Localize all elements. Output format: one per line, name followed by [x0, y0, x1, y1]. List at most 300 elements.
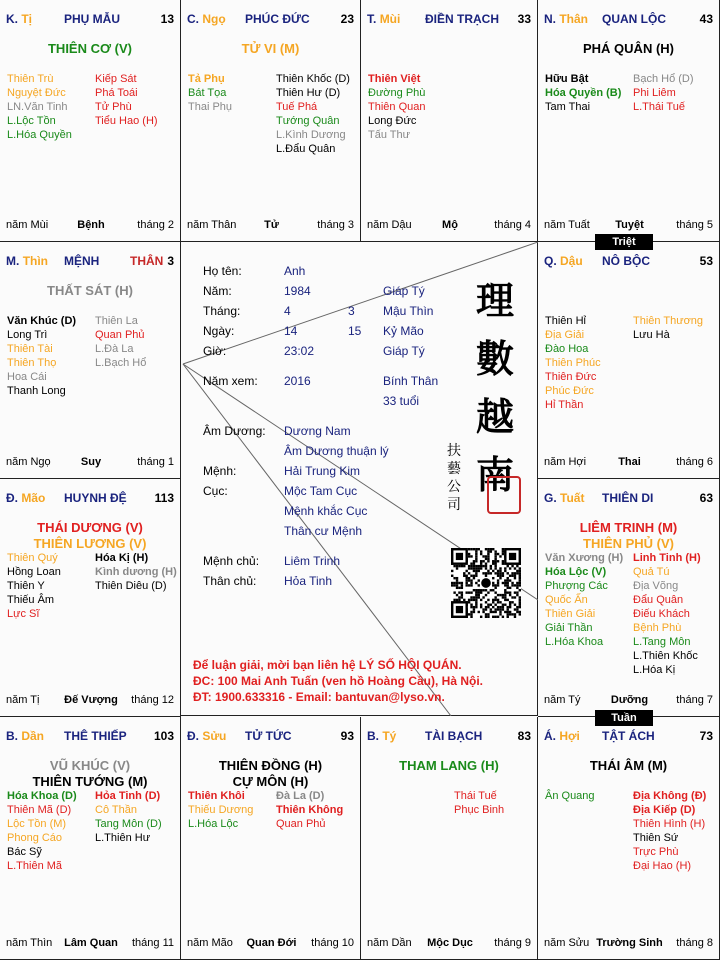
cuc-label: Cục: — [203, 484, 228, 498]
minor-stars-right — [454, 789, 504, 817]
palace-header — [187, 12, 356, 28]
minor-star: Hỉ Thần — [545, 399, 584, 411]
minor-star: Thanh Long — [7, 385, 66, 397]
minor-star: Thiên Hư (D) — [276, 87, 341, 99]
amduong-label: Âm Dương: — [203, 424, 266, 438]
major-star: TỬ VI (M) — [241, 41, 300, 56]
minor-stars-left — [545, 789, 595, 803]
minor-stars-left — [368, 72, 425, 142]
tuan-badge: Tuần — [595, 710, 653, 726]
palace-thin — [0, 242, 181, 479]
minor-star: L.Đà La — [95, 343, 134, 355]
palace-year: năm Tuất — [544, 219, 590, 231]
cuc-value: Mộc Tam Cục — [284, 484, 358, 498]
palace-month: tháng 3 — [317, 219, 354, 231]
month-lunar: 3 — [348, 304, 355, 318]
minor-star: Quan Phủ — [276, 818, 326, 830]
hour-value: 23:02 — [284, 344, 315, 358]
major-star: THẤT SÁT (H) — [47, 283, 133, 298]
menh-label: Mệnh: — [203, 464, 237, 478]
palace-month: tháng 10 — [311, 937, 354, 949]
palace-month: tháng 1 — [137, 456, 174, 468]
palace-footer — [544, 937, 715, 951]
life-stage: Mộ — [442, 219, 458, 231]
minor-star: Tấu Thư — [368, 129, 411, 141]
minor-star: Tuế Phá — [276, 101, 318, 113]
palace-footer — [6, 694, 176, 708]
minor-star: L.Hóa Khoa — [545, 636, 604, 648]
small-seal-text: 扶 藝 公 司 — [447, 443, 461, 513]
minor-stars-left — [545, 72, 621, 114]
palace-name: NÔ BỘC — [602, 254, 650, 268]
minor-stars-right — [95, 551, 177, 593]
major-star: THIÊN LƯƠNG (V) — [33, 536, 147, 551]
minor-star: Địa Giải — [545, 329, 585, 341]
palace-name: HUYNH ĐỆ — [64, 491, 127, 505]
position-letter: C. — [187, 12, 199, 26]
minor-star: Phá Toái — [95, 87, 138, 99]
palace-year: năm Thìn — [6, 937, 53, 949]
major-star: PHÁ QUÂN (H) — [583, 41, 674, 56]
palace-header — [6, 12, 176, 28]
palace-than — [538, 0, 720, 242]
menh-chu-label: Mệnh chủ: — [203, 554, 260, 568]
palace-branch — [187, 12, 226, 26]
minor-star: Thiên Đức — [545, 371, 597, 383]
branch-name: Thân — [559, 12, 589, 26]
than-chu-value: Hỏa Tinh — [284, 574, 333, 588]
branch-name: Dần — [21, 729, 45, 743]
minor-star: Giải Thần — [545, 622, 593, 634]
name-label: Họ tên: — [203, 264, 242, 278]
life-stage: Trường Sinh — [596, 937, 663, 949]
palace-dau — [538, 242, 720, 479]
palace-year: năm Tị — [6, 694, 40, 706]
minor-star: Phục Binh — [454, 804, 505, 816]
minor-star: Thiên Hỉ — [545, 315, 586, 327]
palace-age: 113 — [154, 491, 174, 505]
minor-star: Địa Võng — [633, 580, 679, 592]
palace-branch — [6, 254, 48, 268]
life-stage: Bệnh — [77, 219, 105, 231]
minor-star: Lực Sĩ — [7, 608, 40, 620]
year-label: Năm: — [203, 284, 232, 298]
minor-star: Thiên Giải — [545, 608, 596, 620]
minor-star: Điếu Khách — [633, 608, 690, 620]
palace-branch — [6, 12, 32, 26]
minor-stars-right — [633, 72, 694, 114]
triet-badge: Triệt — [595, 234, 653, 250]
minor-star: Linh Tinh (H) — [633, 552, 701, 564]
minor-stars-left — [7, 314, 76, 398]
position-letter: N. — [544, 12, 556, 26]
minor-star: Thiên Không — [276, 804, 344, 816]
palace-month: tháng 6 — [676, 456, 713, 468]
minor-star: L.Kình Dương — [276, 129, 346, 141]
age-value: 33 tuổi — [383, 394, 420, 408]
palace-year: năm Dần — [367, 937, 412, 949]
minor-star: Nguyệt Đức — [7, 87, 66, 99]
palace-ti — [0, 0, 181, 242]
life-stage: Lâm Quan — [64, 937, 118, 949]
branch-name: Mùi — [379, 12, 401, 26]
minor-star: Địa Kiếp (D) — [633, 804, 696, 816]
minor-star: L.Thiên Mã — [7, 860, 63, 872]
minor-star: Thiên Khốc (D) — [276, 73, 350, 85]
minor-star: Lộc Tồn (M) — [7, 818, 67, 830]
minor-star: Hóa Kị (H) — [95, 552, 149, 564]
palace-hoi — [538, 717, 720, 960]
palace-branch — [6, 491, 45, 505]
than-chu-label: Thân chủ: — [203, 574, 257, 588]
palace-month: tháng 2 — [137, 219, 174, 231]
minor-star: Thiên Quý — [7, 552, 58, 564]
year-value: 1984 — [284, 284, 311, 298]
minor-star: L.Bạch Hổ — [95, 357, 147, 369]
minor-star: Đường Phù — [368, 87, 426, 99]
major-star: VŨ KHÚC (V) — [49, 758, 131, 773]
year-canchi: Giáp Tý — [383, 284, 425, 298]
position-letter: Đ. — [6, 491, 18, 505]
minor-star: LN.Văn Tinh — [7, 101, 68, 113]
palace-name: TÀI BẠCH — [425, 729, 483, 743]
branch-name: Sửu — [202, 729, 227, 743]
branch-name: Dậu — [560, 254, 583, 268]
position-letter: K. — [6, 12, 18, 26]
palace-header — [187, 729, 356, 745]
palace-header — [367, 729, 533, 745]
branch-name: Hợi — [559, 729, 580, 743]
palace-mao — [0, 479, 181, 717]
palace-footer — [187, 219, 356, 233]
palace-year: năm Mùi — [6, 219, 49, 231]
minor-star: Văn Khúc (D) — [7, 315, 77, 327]
minor-star: L.Thiên Hư — [95, 832, 151, 844]
palace-age: 3 — [167, 254, 174, 268]
minor-star: Thiên Diêu (D) — [95, 580, 167, 592]
branch-name: Tuất — [560, 491, 585, 505]
minor-star: Lưu Hà — [633, 329, 670, 341]
palace-year: năm Tý — [544, 694, 581, 706]
palace-age: 63 — [699, 491, 713, 505]
minor-star: Thiên Y — [7, 580, 45, 592]
minor-star: L.Hóa Lộc — [188, 818, 239, 830]
position-letter: G. — [544, 491, 557, 505]
minor-star: Tử Phù — [95, 101, 132, 113]
minor-star: Thiên Trù — [7, 73, 54, 85]
day-value: 14 — [284, 324, 298, 338]
contact-line-2: ĐC: 100 Mai Anh Tuấn (ven hồ Hoàng Cầu), Hà Nội. — [193, 674, 484, 688]
life-stage: Đế Vượng — [64, 694, 118, 706]
minor-star: Bạch Hổ (D) — [633, 73, 694, 85]
palace-age: 103 — [153, 729, 174, 743]
palace-year: năm Dậu — [367, 219, 412, 231]
minor-star: Tiểu Hao (H) — [95, 115, 158, 127]
minor-star: Thiếu Dương — [188, 804, 254, 816]
minor-star: Tam Thai — [545, 101, 591, 113]
palace-header — [544, 729, 715, 745]
palace-name: PHÚC ĐỨC — [245, 12, 310, 26]
month-label: Tháng: — [203, 304, 241, 318]
minor-star: Thái Tuế — [454, 790, 497, 802]
minor-star: Thai Phụ — [188, 101, 233, 113]
major-star: LIÊM TRINH (M) — [579, 520, 678, 535]
minor-star: Đà La (D) — [276, 790, 325, 802]
life-stage: Dưỡng — [610, 694, 649, 706]
palace-dan — [0, 717, 181, 960]
minor-star: Bệnh Phù — [633, 622, 682, 634]
palace-header — [6, 254, 176, 270]
palace-suu — [181, 717, 361, 960]
position-letter: T. — [367, 12, 377, 26]
minor-star: Thiên Sứ — [633, 832, 679, 844]
hour-canchi: Giáp Tý — [383, 344, 425, 358]
palace-footer — [6, 456, 176, 470]
major-star: THÁI DƯƠNG (V) — [37, 520, 143, 535]
branch-name: Mão — [21, 491, 46, 505]
life-stage: Suy — [80, 456, 102, 468]
position-letter: M. — [6, 254, 20, 268]
minor-star: Quan Phủ — [95, 329, 145, 341]
palace-ty — [361, 717, 538, 960]
hour-label: Giờ: — [203, 344, 227, 358]
minor-star: Thiên Quan — [368, 101, 426, 113]
branch-name: Tý — [382, 729, 397, 743]
palace-age: 33 — [517, 12, 531, 26]
minor-star: Hóa Khoa (D) — [7, 790, 77, 802]
calligraphy-char: 南 — [475, 452, 514, 497]
palace-mui — [361, 0, 538, 242]
palace-branch — [544, 491, 584, 505]
minor-star: L.Lộc Tồn — [7, 115, 56, 127]
calligraphy-char: 數 — [475, 336, 514, 381]
minor-stars-left — [7, 551, 61, 621]
major-star: CỰ MÔN (H) — [232, 774, 309, 789]
minor-star: Địa Không (Đ) — [633, 790, 707, 802]
minor-star: L.Hóa Kị — [633, 664, 676, 676]
calligraphy-char: 理 — [475, 278, 514, 323]
minor-star: L.Tang Môn — [633, 636, 691, 648]
palace-footer — [367, 219, 533, 233]
minor-star: Phong Cáo — [7, 832, 63, 844]
minor-star: Đào Hoa — [545, 343, 589, 355]
palace-footer — [544, 219, 715, 233]
minor-star: Hồng Loan — [7, 566, 61, 578]
palace-header — [6, 491, 176, 507]
minor-star: Đẩu Quân — [633, 594, 684, 606]
than-cu-note: Thân cư Mệnh — [284, 524, 363, 538]
palace-header — [544, 12, 715, 28]
palace-month: tháng 4 — [494, 219, 531, 231]
palace-footer — [187, 937, 356, 951]
minor-star: Hữu Bật — [545, 73, 589, 85]
palace-name: PHỤ MẪU — [64, 12, 120, 26]
minor-star: Thiên Thọ — [7, 357, 57, 369]
palace-age: 53 — [699, 254, 713, 268]
day-label: Ngày: — [203, 324, 235, 338]
minor-star: L.Đẩu Quân — [276, 143, 336, 155]
minor-star: Thiên Việt — [368, 73, 421, 85]
minor-star: L.Thiên Khốc — [633, 650, 698, 662]
life-stage: Quan Đới — [246, 937, 297, 949]
red-seal — [487, 476, 521, 514]
palace-month: tháng 7 — [676, 694, 713, 706]
menh-chu-value: Liêm Trinh — [284, 554, 341, 568]
palace-year: năm Mão — [187, 937, 233, 949]
minor-star: Thiếu Âm — [7, 594, 55, 606]
palace-footer — [544, 694, 715, 708]
minor-star: Phúc Đức — [545, 385, 594, 397]
major-star: THÁI ÂM (M) — [589, 758, 668, 773]
palace-month: tháng 8 — [676, 937, 713, 949]
position-letter: Đ. — [187, 729, 199, 743]
palace-branch — [544, 12, 588, 26]
life-stage: Mộc Dục — [427, 937, 473, 949]
amduong-value: Dương Nam — [284, 424, 351, 438]
minor-stars-right — [95, 314, 146, 370]
palace-age: 83 — [517, 729, 531, 743]
palace-month: tháng 11 — [131, 937, 174, 949]
position-letter: Á. — [544, 729, 556, 743]
contact-line-1: Để luận giải, mời bạn liên hệ LÝ SỐ HỘI QUÁN. — [193, 658, 462, 672]
palace-header — [544, 491, 715, 507]
minor-star: Phượng Các — [545, 580, 608, 592]
palace-age: 43 — [699, 12, 713, 26]
life-stage: Tử — [264, 219, 279, 231]
branch-name: Tị — [21, 12, 33, 26]
minor-star: Văn Xương (H) — [545, 552, 624, 564]
palace-branch — [544, 729, 580, 743]
major-star: THAM LANG (H) — [399, 758, 499, 773]
minor-star: L.Hóa Quyền — [7, 129, 72, 141]
minor-star: Thiên Hình (H) — [633, 818, 706, 830]
palace-month: tháng 5 — [676, 219, 713, 231]
palace-name: MỆNH — [64, 254, 100, 268]
branch-name: Ngọ — [202, 12, 226, 26]
palace-header — [6, 729, 176, 745]
minor-star: Hoa Cái — [7, 371, 47, 383]
position-letter: Q. — [544, 254, 557, 268]
palace-header — [544, 254, 715, 270]
minor-star: Tang Môn (D) — [95, 818, 162, 830]
palace-branch — [367, 12, 400, 26]
minor-star: Bác Sỹ — [7, 846, 42, 858]
palace-year: năm Hợi — [544, 456, 587, 468]
position-letter: B. — [367, 729, 379, 743]
minor-star: Thiên Tài — [7, 343, 53, 355]
minor-stars-left — [7, 789, 77, 873]
month-value: 4 — [284, 304, 291, 318]
month-canchi: Mậu Thìn — [383, 304, 434, 318]
palace-year: năm Thân — [187, 219, 237, 231]
minor-stars-left — [188, 789, 253, 831]
palace-footer — [6, 937, 176, 951]
palace-branch — [187, 729, 226, 743]
palace-month: tháng 12 — [131, 694, 174, 706]
palace-footer — [6, 219, 176, 233]
minor-star: Thiên Phúc — [545, 357, 601, 369]
day-lunar: 15 — [348, 324, 362, 338]
palace-name: ĐIỀN TRẠCH — [425, 12, 499, 26]
center-info-panel — [181, 242, 538, 716]
minor-star: Thiên Khôi — [188, 790, 245, 802]
palace-footer — [544, 456, 715, 470]
minor-stars-left — [545, 551, 623, 649]
amduong-note: Âm Dương thuận lý — [284, 444, 389, 458]
minor-star: Quốc Ấn — [545, 594, 588, 606]
minor-star: Kình dương (H) — [95, 566, 177, 578]
minor-star: Hóa Lộc (V) — [545, 566, 607, 578]
cuc-note: Mệnh khắc Cục — [284, 504, 368, 518]
minor-stars-right — [95, 789, 162, 845]
minor-star: Long Trì — [7, 329, 48, 341]
palace-name: TỬ TỨC — [245, 729, 292, 743]
palace-name: THIÊN DI — [602, 491, 654, 505]
minor-star: Bát Tọa — [188, 87, 227, 99]
minor-star: Đại Hao (H) — [633, 860, 692, 872]
palace-branch — [544, 254, 583, 268]
branch-name: Thìn — [22, 254, 49, 268]
view-year-value: 2016 — [284, 374, 311, 388]
major-star: THIÊN ĐỒNG (H) — [218, 758, 323, 773]
palace-age: 23 — [340, 12, 354, 26]
palace-header — [367, 12, 533, 28]
minor-star: Tả Phụ — [188, 73, 225, 85]
minor-star: L.Thái Tuế — [633, 101, 685, 113]
major-star: THIÊN PHỦ (V) — [583, 536, 674, 551]
qr-code-icon — [451, 548, 521, 618]
palace-footer — [367, 937, 533, 951]
position-letter: B. — [6, 729, 18, 743]
palace-tuat — [538, 479, 720, 717]
palace-age: 93 — [340, 729, 354, 743]
name-value: Anh — [284, 264, 306, 278]
minor-star: Ân Quang — [545, 790, 595, 802]
minor-star: Hỏa Tinh (D) — [95, 790, 161, 802]
minor-stars-right — [95, 72, 158, 128]
palace-branch — [6, 729, 44, 743]
palace-age: 73 — [699, 729, 713, 743]
minor-stars-right — [633, 551, 701, 677]
palace-month: tháng 9 — [494, 937, 531, 949]
palace-ngo — [181, 0, 361, 242]
view-year-canchi: Bính Thân — [383, 374, 439, 388]
calligraphy-title — [471, 272, 519, 504]
minor-star: Thiên Thương — [633, 315, 704, 327]
contact-line-3: ĐT: 1900.633316 - Email: bantuvan@lyso.vn. — [193, 690, 445, 704]
calligraphy-char: 越 — [475, 394, 514, 439]
minor-star: Long Đức — [368, 115, 417, 127]
menh-value: Hải Trung Kim — [284, 464, 361, 478]
minor-stars-right — [633, 314, 703, 342]
minor-stars-left — [7, 72, 72, 142]
minor-stars-right — [276, 789, 343, 831]
palace-age: 13 — [160, 12, 174, 26]
minor-stars-left — [188, 72, 232, 114]
than-marker: THÂN — [130, 254, 164, 268]
minor-stars-left — [545, 314, 601, 412]
day-canchi: Kỷ Mão — [383, 324, 424, 338]
minor-stars-right — [633, 789, 706, 873]
view-year-label: Năm xem: — [203, 374, 258, 388]
life-stage: Tuyệt — [615, 219, 644, 231]
palace-year: năm Ngọ — [6, 456, 51, 468]
minor-stars-right — [276, 72, 350, 156]
minor-star: Hóa Quyền (B) — [545, 87, 622, 99]
palace-branch — [367, 729, 396, 743]
palace-name: THÊ THIẾP — [64, 729, 127, 743]
palace-year: năm Sửu — [544, 937, 590, 949]
